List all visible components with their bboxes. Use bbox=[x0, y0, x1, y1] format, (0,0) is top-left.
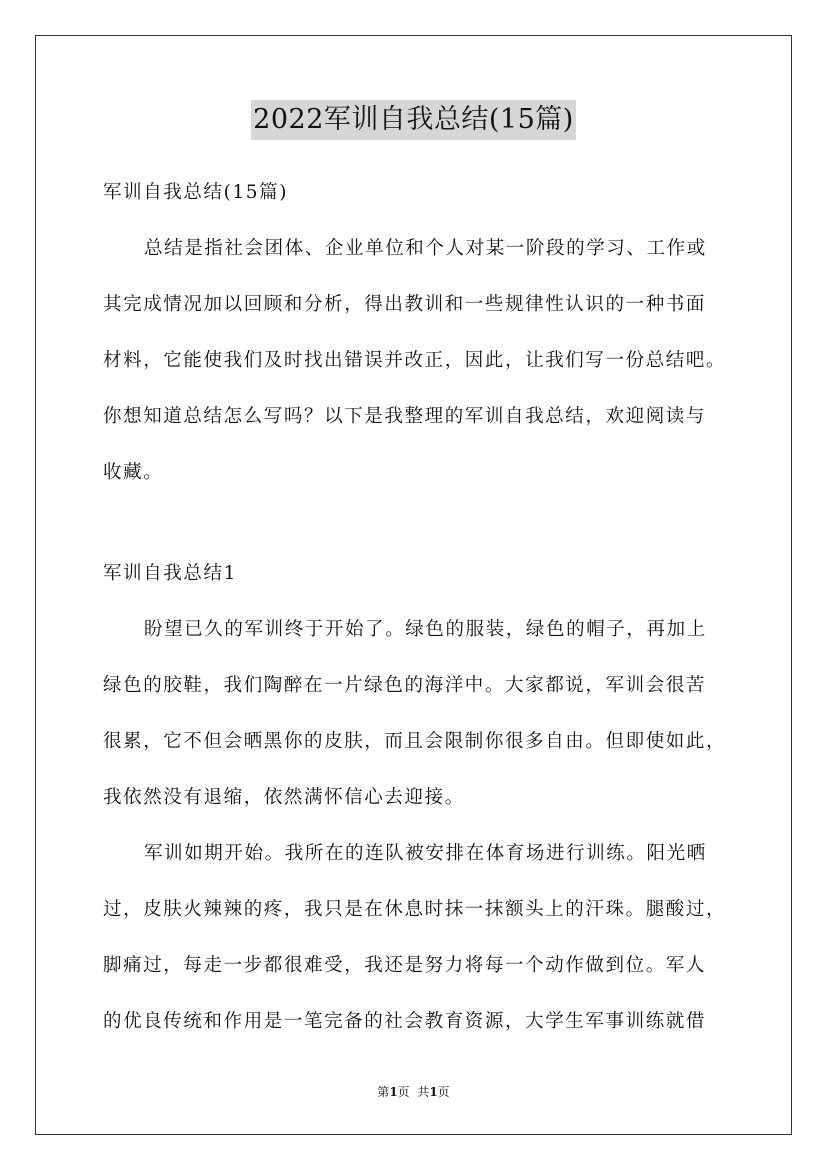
paragraph-line: 很累，它不但会晒黑你的皮肤，而且会限制你很多自由。但即使如此， bbox=[103, 731, 727, 752]
intro-line: 总结是指社会团体、企业单位和个人对某一阶段的学习、工作或 bbox=[144, 238, 707, 259]
paragraph-line: 脚痛过，每走一步都很难受，我还是努力将每一个动作做到位。军人 bbox=[103, 955, 707, 976]
document-subtitle: 军训自我总结(15篇) bbox=[103, 182, 289, 203]
footer-page-suffix: 页 bbox=[437, 1085, 450, 1099]
footer-page-mid: 页 共 bbox=[397, 1085, 430, 1099]
intro-line: 收藏。 bbox=[103, 462, 164, 483]
footer-page-number: 1 bbox=[389, 1085, 398, 1099]
paragraph-line: 我依然没有退缩，依然满怀信心去迎接。 bbox=[103, 787, 465, 808]
paragraph-line: 的优良传统和作用是一笔完备的社会教育资源，大学生军事训练就借 bbox=[103, 1011, 707, 1032]
paragraph-line: 绿色的胶鞋，我们陶醉在一片绿色的海洋中。大家都说，军训会很苦 bbox=[103, 675, 707, 696]
intro-line: 其完成情况加以回顾和分析，得出教训和一些规律性认识的一种书面 bbox=[103, 294, 707, 315]
paragraph-line: 军训如期开始。我所在的连队被安排在体育场进行训练。阳光晒 bbox=[144, 843, 707, 864]
page-footer bbox=[0, 1082, 827, 1102]
intro-line: 材料，它能使我们及时找出错误并改正，因此，让我们写一份总结吧。 bbox=[103, 350, 727, 371]
intro-line: 你想知道总结怎么写吗？以下是我整理的军训自我总结，欢迎阅读与 bbox=[103, 406, 707, 427]
title-container bbox=[0, 100, 827, 140]
footer-page-prefix: 第 bbox=[377, 1085, 390, 1099]
footer-total-pages: 1 bbox=[429, 1085, 438, 1099]
paragraph-line: 过，皮肤火辣辣的疼，我只是在休息时抹一抹额头上的汗珠。腿酸过， bbox=[103, 899, 727, 920]
section-heading: 军训自我总结1 bbox=[103, 563, 237, 584]
paragraph-line: 盼望已久的军训终于开始了。绿色的服装，绿色的帽子，再加上 bbox=[144, 619, 707, 640]
document-title: 2022军训自我总结(15篇) bbox=[251, 100, 576, 140]
